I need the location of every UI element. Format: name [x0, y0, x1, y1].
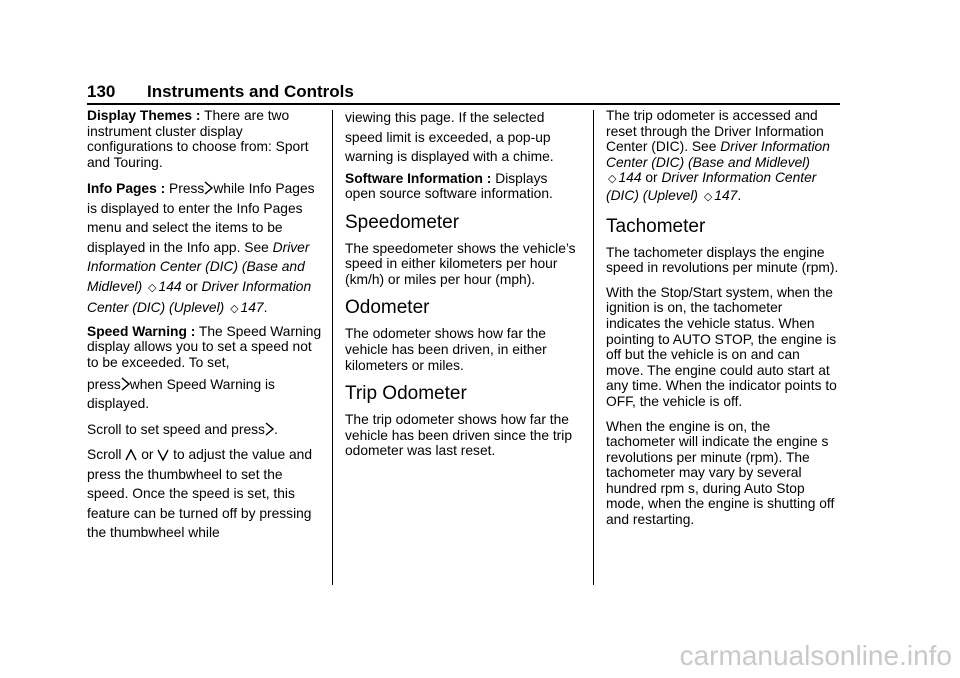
column-2 [345, 108, 579, 468]
chevron-up-icon [125, 449, 137, 461]
tachometer-body-3: When the engine is on, the tachometer will indicate the engine s revolutions per minute (rpm). The tachometer may vary by several hundred rpm s, during Auto Stop mode, when the engine is shutting off and restarting. [606, 418, 835, 528]
chevron-right-icon [121, 377, 130, 391]
speed-warning-press: press when Speed Warning is displayed. [87, 376, 275, 412]
software-info-label: Software Information : [345, 170, 492, 186]
ref-dic-base-page[interactable]: 144 [158, 278, 182, 294]
page-reference-icon: ◇ [148, 281, 157, 294]
page-number: 130 [87, 82, 116, 101]
column-1 [87, 108, 323, 547]
page-header [87, 80, 354, 104]
column-divider-right [593, 110, 594, 585]
display-themes-label: Display Themes : [87, 108, 201, 123]
odometer-heading: Odometer [345, 297, 430, 319]
column-divider-left [332, 110, 333, 585]
tachometer-body-1: The tachometer displays the engine speed in revolutions per minute (rpm). [606, 244, 839, 276]
speedometer-body: The speedometer shows the vehicle’s speed in either kilometers per hour (km/h) or miles per hour (mph). [345, 240, 576, 287]
trip-reset-paragraph: The trip odometer is accessed and reset through the Driver Information Center (DIC). See Driver Information Center (DIC) (Base and Midlevel) ◇ 144 or Driver Information Center (DIC) (Uplevel) ◇ 147. [606, 108, 830, 203]
tachometer-heading: Tachometer [606, 215, 706, 237]
section-title: Instruments and Controls [147, 82, 354, 101]
ref-dic-uplevel-page[interactable]: 147 [714, 187, 738, 203]
display-themes-body: There are two instrument cluster display configurations to choose from: Sport and Touring. [87, 108, 309, 170]
watermark: carmanualsonline.info [679, 640, 952, 671]
trip-odometer-body: The trip odometer shows how far the vehicle has been driven since the trip odometer was last reset. [345, 412, 573, 459]
odometer-body: The odometer shows how far the vehicle has been driven, in either kilometers or miles. [345, 326, 547, 373]
ref-dic-base-midlevel[interactable]: Driver Information Center (DIC) (Base and Midlevel) [87, 239, 310, 294]
page-reference-icon: ◇ [608, 173, 617, 186]
ref-dic-uplevel[interactable]: Driver Information Center (DIC) (Uplevel) [87, 278, 312, 316]
speed-warning-continued: viewing this page. If the selected speed limit is exceeded, a pop-up warning is displayed with a chime. [345, 110, 554, 164]
scroll-adjust-paragraph: Scroll or to adjust the value and press the thumbwheel to set the speed. Once the speed is set, this feature can be turned off by pressing the thumbwheel while [87, 447, 312, 541]
speedometer-heading: Speedometer [345, 211, 460, 233]
info-pages-paragraph: Info Pages : Press while Info Pages is displayed to enter the Info Pages menu and select the items to be displayed in the Info app. See Driver Information Center (DIC) (Base and Midlevel) ◇ 144 or Driver Information Center (DIC) (Uplevel) ◇ 147. [87, 181, 315, 316]
ref-dic-uplevel-page[interactable]: 147 [240, 300, 264, 316]
info-pages-label: Info Pages : [87, 181, 166, 197]
page-reference-icon: ◇ [230, 303, 239, 316]
tachometer-body-2: With the Stop/Start system, when the ignition is on, the tachometer indicates the vehicle status. When pointing to AUTO STOP, the engine is off but the vehicle is on and can move. The engine could auto start at any time. When the indicator points to OFF, the vehicle is off. [606, 284, 837, 409]
speed-warning-label: Speed Warning : [87, 323, 196, 339]
speed-warning-paragraph: Speed Warning : The Speed Warning display allows you to set a speed not to be exceeded. To set, [87, 323, 322, 371]
header-rule [87, 103, 840, 105]
scroll-set-paragraph: Scroll to set speed and press . [87, 421, 278, 437]
page-reference-icon: ◇ [703, 190, 713, 203]
chevron-right-icon [265, 422, 274, 436]
ref-dic-base-midlevel[interactable]: Driver Information Center (DIC) (Base and Midlevel) [606, 139, 830, 170]
trip-odometer-heading: Trip Odometer [345, 383, 467, 405]
chevron-down-icon [157, 449, 169, 461]
software-info-paragraph: Software Information : Displays open source software information. [345, 170, 553, 202]
ref-dic-uplevel[interactable]: Driver Information Center (DIC) (Uplevel) [606, 170, 817, 203]
ref-dic-base-page[interactable]: 144 [618, 170, 642, 186]
chevron-right-icon [204, 181, 213, 195]
column-3 [606, 108, 840, 537]
display-themes-paragraph [87, 108, 323, 170]
